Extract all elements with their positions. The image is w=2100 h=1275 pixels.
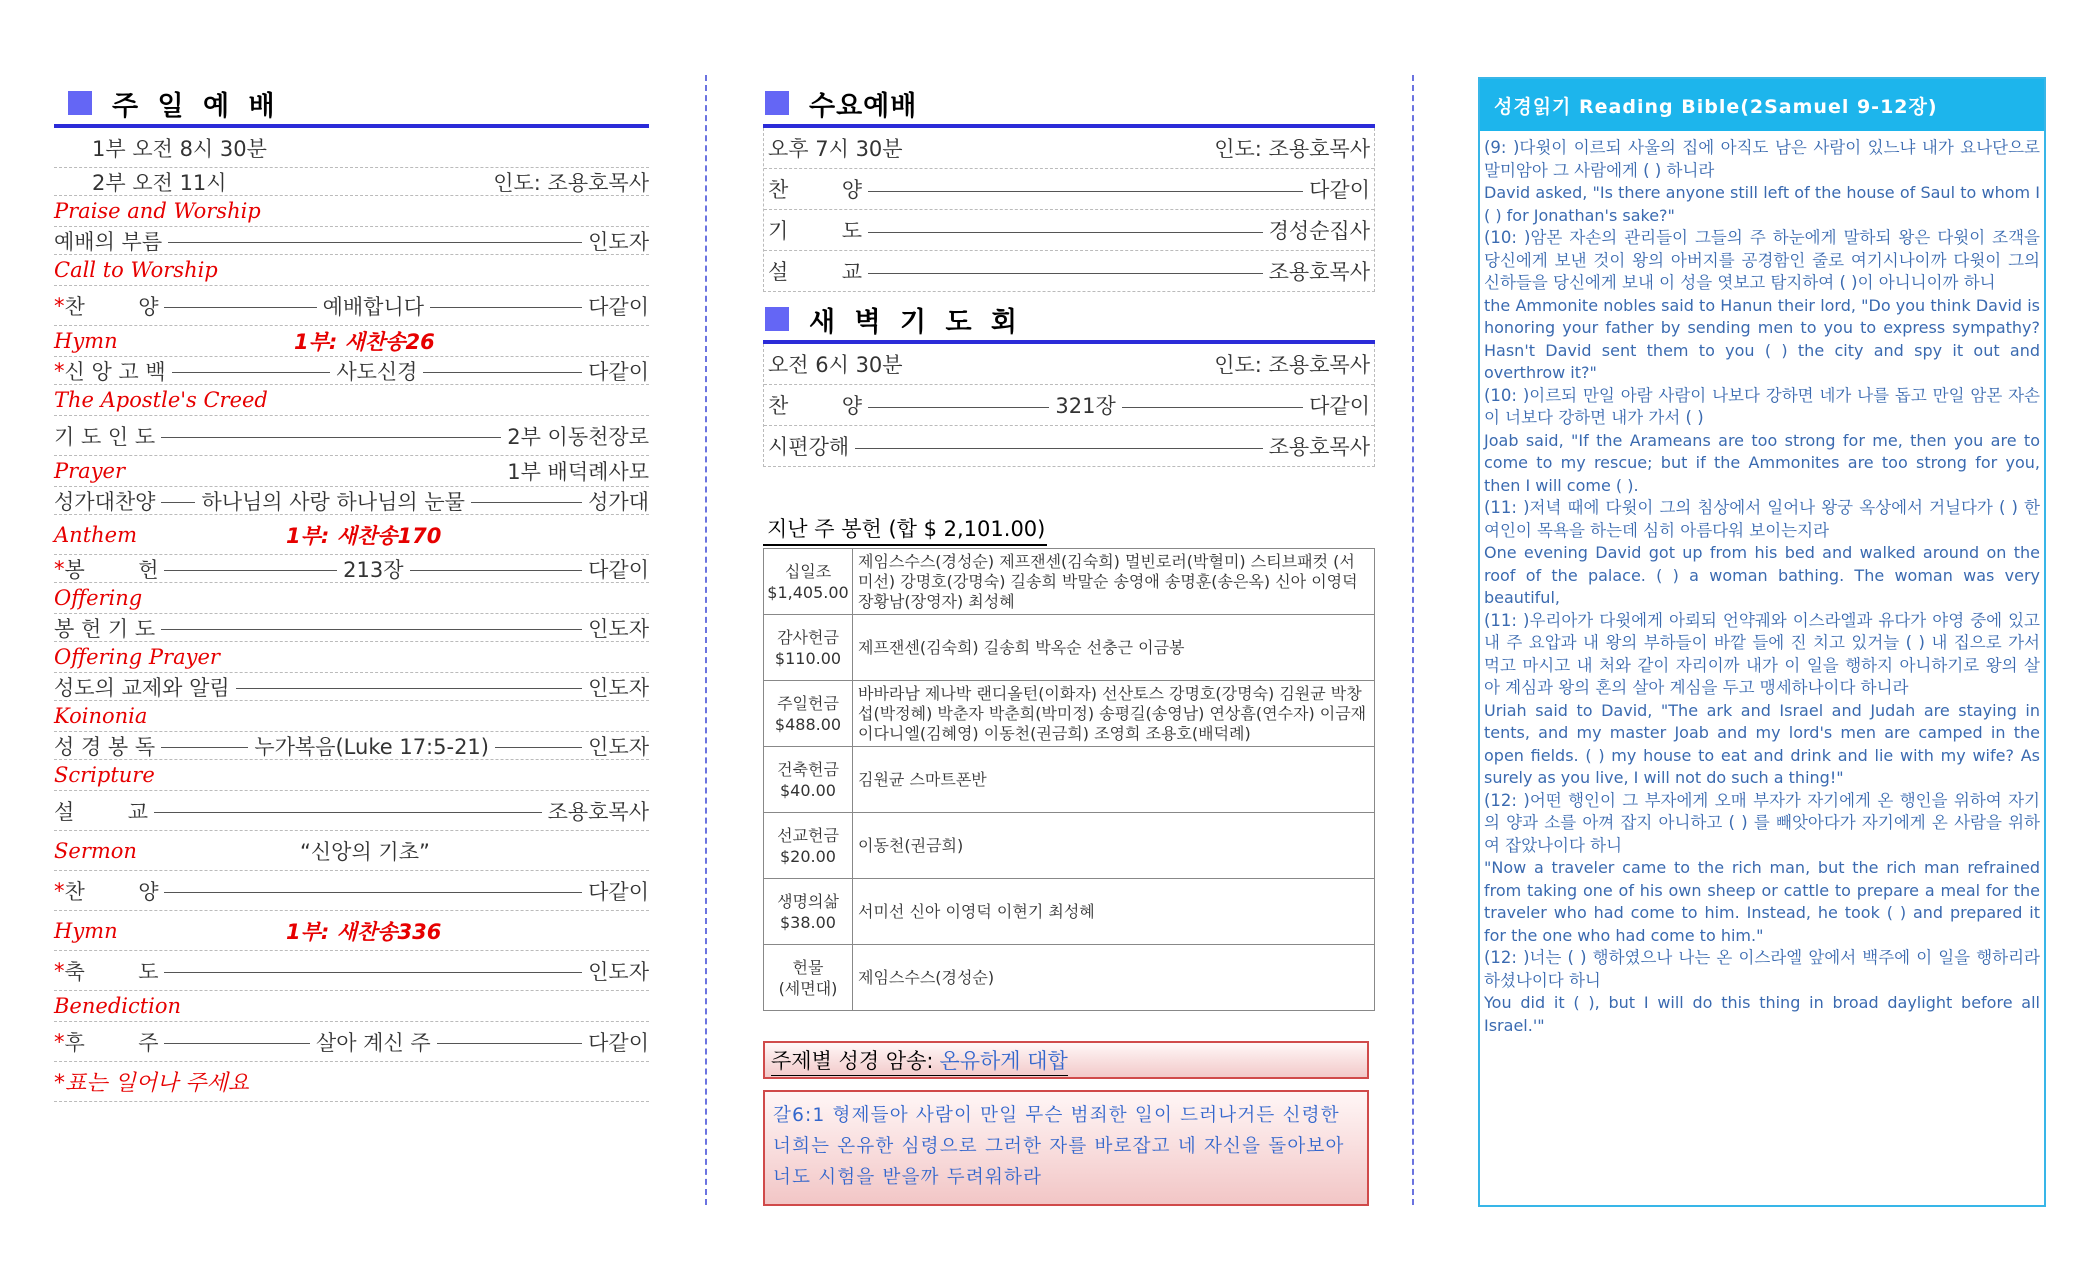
benediction-en	[54, 991, 649, 1022]
stand-mark: *	[54, 358, 65, 383]
dawn-hymn-mid: 321장	[1055, 394, 1116, 418]
bible-en: Joab said, "If the Arameans are too strong for me, then you are to come to my rescue; but if the Ammonites are too strong for you, then I will come ( ).	[1484, 430, 2040, 495]
bible-ko: (10: )암몬 자손의 관리들이 그들의 주 하눈에게 말하되 왕은 다윗이 조객을 당신에게 보낸 것이 왕의 아버지를 공경함인 줄로 여기시나이까 다윗이 그의 신하들을 당신에게 보내 이 성을 엿보고 탐지하여 ( )이 아니니이까 하니	[1484, 228, 2040, 292]
leader-line	[868, 232, 1263, 233]
bible-para	[1484, 497, 2040, 610]
hymn-label: 찬 양	[64, 294, 159, 319]
hymn2-en	[54, 911, 649, 951]
leader-line	[164, 972, 582, 973]
bible-ko: (9: )다윗이 이르되 사울의 집에 아직도 남은 사람이 있느냐 내가 요나단으로 말미암아 그 사람에게 ( ) 하니라	[1484, 138, 2040, 180]
bible-en: One evening David got up from his bed and walked around on the roof of the palace. ( ) a woman bathing. The woman was very beautiful,	[1484, 543, 2040, 607]
offering-prayer-en	[54, 642, 649, 673]
prayer-row	[54, 416, 649, 456]
standing-note: *표는 일어나 주세요	[54, 1062, 649, 1102]
leader-line	[868, 407, 1049, 408]
postlude-row	[54, 1022, 649, 1062]
wednesday-label: 설 교	[768, 260, 862, 284]
offering-names: 제프잰센(김숙희) 길송희 박옥순 선충근 이금봉	[853, 615, 1375, 681]
leader-line	[164, 570, 337, 571]
offering-category	[764, 879, 853, 945]
creed-mid: 사도신경	[336, 359, 418, 384]
dawn-psalm-person: 조용호목사	[1268, 435, 1370, 459]
creed-person: 다같이	[588, 359, 649, 384]
offering-prayer-en-text: Offering Prayer	[54, 645, 220, 669]
leader-line	[161, 747, 248, 748]
table-row	[764, 747, 1375, 813]
sermon-person: 조용호목사	[547, 799, 649, 824]
offering-label: 봉 헌	[64, 557, 159, 582]
bible-en: Uriah said to David, "The ark and Israel and Judah are staying in tents, and my master Joab and my lord's men are camped in the open fields. ( ) my house to eat and drink and lie with my wife? As surely as you live, I will not do such a thing!"	[1484, 700, 2040, 787]
bible-en: "Now a traveler came to the rich man, but the rich man refrained from taking one of his own sheep or cattle to prepare a meal for the traveler who had come to him. Instead, he took ( ) and prepared it for the one who had come to him."	[1484, 858, 2040, 945]
hymn-en-text: Hymn	[54, 329, 118, 353]
stand-mark: *	[54, 878, 65, 903]
memory-topic: 온유하게 대합	[933, 1045, 1067, 1076]
leader-line	[437, 1043, 582, 1044]
call-en	[54, 255, 649, 286]
category-amount: $20.00	[780, 846, 836, 866]
scripture-en-text: Scripture	[54, 763, 155, 787]
creed-label: 신 앙 고 백	[64, 359, 166, 384]
leader-line	[161, 502, 195, 503]
offering-names: 이동천(권금희)	[853, 813, 1375, 879]
creed-en	[54, 385, 649, 416]
category-amount: $110.00	[774, 648, 842, 668]
hymn2-row	[54, 871, 649, 911]
hymn-mid: 예배합니다	[322, 294, 425, 319]
hymn-number: 1부: 새찬송26	[294, 330, 435, 354]
memory-verse-box	[763, 1090, 1369, 1206]
bible-ko: (11: )우리아가 다윗에게 아뢰되 언약궤와 이스라엘과 유다가 야영 중에 있고 내 주 요압과 내 왕의 부하들이 바깥 들에 진 치고 있거늘 ( ) 내 집으로 가서 먹고 마시고 내 처와 같이 자리이까 내가 이 일을 행하지 아니하기로 왕의 살아 계심과 왕의 혼의 살아 계심을 두고 맹세하나이다 하니라	[1484, 610, 2040, 697]
wednesday-time-row	[764, 128, 1374, 169]
call-label: 예배의 부름	[54, 229, 163, 254]
leader-line	[236, 688, 583, 689]
stand-mark: *	[54, 556, 65, 581]
leader-line	[471, 502, 582, 503]
offering-row	[54, 555, 649, 583]
offering-prayer-person: 인도자	[588, 616, 649, 641]
leader-line	[855, 448, 1262, 449]
service-time-2	[54, 168, 649, 196]
bible-reading-text	[1480, 131, 2044, 1037]
hymn-en	[54, 326, 649, 357]
dawn-title: 새 벽 기 도 회	[809, 306, 1023, 338]
wednesday-row	[764, 169, 1374, 210]
offering-category	[764, 813, 853, 879]
category-label: 주일헌금	[777, 693, 839, 713]
leader-line	[868, 273, 1263, 274]
offering-table	[763, 548, 1375, 1011]
hymn2-number: 1부: 새찬송336	[286, 919, 442, 944]
hymn2-label: 찬 양	[64, 879, 159, 904]
bible-para	[1484, 227, 2040, 385]
postlude-label: 후 주	[64, 1030, 159, 1055]
offering-category	[764, 615, 853, 681]
koinonia-row	[54, 673, 649, 701]
bible-ko: (12: )너는 ( ) 행하였으나 나는 온 이스라엘 앞에서 백주에 이 일을 행하리라 하셨나이다 하니	[1484, 948, 2040, 990]
postlude-mid: 살아 계신 주	[315, 1030, 431, 1055]
leader-line	[161, 629, 582, 630]
leader-line	[164, 1043, 309, 1044]
leader-line	[495, 747, 582, 748]
sermon-row	[54, 791, 649, 831]
leader-line	[1122, 407, 1303, 408]
offering-en-text: Offering	[54, 586, 143, 610]
call-row	[54, 227, 649, 255]
service-time-1	[54, 128, 649, 168]
anthem-label: 성가대찬양	[54, 489, 156, 514]
offering-prayer-row	[54, 614, 649, 642]
anthem-en	[54, 515, 649, 555]
leader-line	[868, 191, 1303, 192]
time1-text: 1부 오전 8시 30분	[92, 136, 267, 161]
call-en-text: Call to Worship	[54, 258, 218, 282]
benediction-person: 인도자	[588, 959, 649, 984]
bible-para	[1484, 385, 2040, 498]
stand-mark: *	[54, 293, 65, 318]
table-row	[764, 681, 1375, 747]
offering-mid: 213장	[343, 557, 404, 582]
category-label: 건축헌금	[777, 759, 839, 779]
offering-person: 다같이	[588, 557, 649, 582]
prayer-person-1: 1부 배덕례사모	[507, 460, 649, 484]
bible-para	[1484, 610, 2040, 790]
anthem-number: 1부: 새찬송170	[286, 523, 442, 548]
wednesday-leader: 인도: 조용호목사	[1214, 137, 1370, 161]
leader-line	[430, 307, 582, 308]
bible-en: the Ammonite nobles said to Hanun their lord, "Do you think David is honoring your father by sending men to you to express sympathy? Hasn't David sent them to you ( ) the city and spy it out and overthrow it?"	[1484, 295, 2040, 382]
anthem-row	[54, 487, 649, 515]
memory-verse-header	[763, 1041, 1369, 1079]
bible-ko: (12: )어떤 행인이 그 부자에게 오매 부자가 자기에게 온 행인을 위하여 자기의 양과 소를 아껴 잡지 아니하고 ( ) 를 빼앗아다가 자기에게 온 사람을 위하여 잡았나이다 하니	[1484, 790, 2040, 855]
table-row	[764, 879, 1375, 945]
offering-category	[764, 747, 853, 813]
category-amount: $488.00	[774, 714, 842, 734]
bible-reading-header: 성경읽기 Reading Bible(2Samuel 9-12장)	[1480, 79, 2044, 131]
square-bullet-icon	[68, 91, 92, 115]
creed-row	[54, 357, 649, 385]
wednesday-person: 다같이	[1309, 178, 1370, 202]
dawn-psalm-row	[764, 426, 1374, 466]
praise-en	[54, 196, 649, 227]
wednesday-row	[764, 210, 1374, 251]
category-label: 헌물	[792, 957, 824, 977]
scripture-en	[54, 760, 649, 791]
offering-en	[54, 583, 649, 614]
leader-line	[168, 242, 582, 243]
category-amount: (세면대)	[778, 978, 838, 998]
offering-prayer-label: 봉 헌 기 도	[54, 616, 156, 641]
dawn-list	[763, 344, 1375, 467]
dawn-time-row	[764, 344, 1374, 385]
table-row	[764, 615, 1375, 681]
leader-text: 인도: 조용호목사	[493, 170, 649, 195]
wednesday-title: 수요예배	[809, 90, 918, 122]
table-row	[764, 813, 1375, 879]
offering-names: 김원균 스마트폰반	[853, 747, 1375, 813]
table-row	[764, 945, 1375, 1011]
offering-category	[764, 681, 853, 747]
category-amount: $40.00	[780, 780, 836, 800]
prayer-en	[54, 456, 649, 487]
square-bullet-icon	[765, 307, 789, 331]
offering-names: 제임스수스(경성순) 제프잰센(김숙희) 멀빈로러(박혈미) 스티브패컷 (서미선) 강명호(강명숙) 길송희 박말순 송영애 송명훈(송은옥) 신아 이영덕 장황남(장영자) 최성혜	[853, 549, 1375, 615]
call-person: 인도자	[588, 229, 649, 254]
dawn-hymn-row	[764, 385, 1374, 426]
hymn-row	[54, 286, 649, 326]
koinonia-en-text: Koinonia	[54, 704, 148, 728]
anthem-mid: 하나님의 사랑 하나님의 눈물	[201, 489, 465, 514]
offering-category	[764, 945, 853, 1011]
dawn-psalm-label: 시편강해	[768, 435, 850, 459]
category-amount: $1,405.00	[767, 582, 849, 602]
wednesday-person: 경성순집사	[1268, 219, 1370, 243]
sermon-title: “신앙의 기초”	[300, 839, 430, 864]
memory-label: 주제별 성경 암송:	[771, 1045, 933, 1076]
leader-line	[154, 812, 542, 813]
category-label: 십일조	[784, 561, 832, 581]
hymn2-en-text: Hymn	[54, 918, 118, 943]
scripture-person: 인도자	[588, 734, 650, 759]
koinonia-en	[54, 701, 649, 732]
dawn-hymn-person: 다같이	[1309, 394, 1370, 418]
wednesday-time: 오후 7시 30분	[768, 137, 903, 161]
benediction-row	[54, 951, 649, 991]
square-bullet-icon	[765, 91, 789, 115]
dawn-hymn-label: 찬 양	[768, 394, 862, 418]
offering-names: 서미선 신아 이영덕 이현기 최성혜	[853, 879, 1375, 945]
offering-category	[764, 549, 853, 615]
prayer-label: 기 도 인 도	[54, 424, 156, 449]
bible-para	[1484, 137, 2040, 227]
benediction-en-text: Benediction	[54, 994, 182, 1018]
dawn-time: 오전 6시 30분	[768, 353, 903, 377]
wednesday-row	[764, 251, 1374, 291]
bible-ko: (10: )이르되 만일 아람 사람이 나보다 강하면 네가 나를 돕고 만일 암몬 자손이 너보다 강하면 내가 가서 ( )	[1484, 385, 2040, 427]
prayer-person-2: 2부 이동천장로	[507, 424, 649, 449]
anthem-person: 성가대	[588, 489, 649, 514]
sermon-en-text: Sermon	[54, 838, 137, 863]
category-label: 감사헌금	[777, 627, 839, 647]
dawn-leader: 인도: 조용호목사	[1214, 353, 1370, 377]
hymn-person: 다같이	[588, 294, 649, 319]
leader-line	[164, 307, 316, 308]
offering-names: 바바라남 제나박 랜디올턴(이화자) 선산토스 강명호(강명숙) 김원균 박창섭(박정혜) 박춘자 박춘희(박미정) 송평길(송영남) 연상흠(연수자) 이금재 이다니엘(김혜영) 이동천(권금희) 조영희 조용호(배덕례)	[853, 681, 1375, 747]
koinonia-label: 성도의 교제와 알림	[54, 675, 230, 700]
praise-en-text: Praise and Worship	[54, 199, 261, 223]
creed-en-text: The Apostle's Creed	[54, 388, 268, 412]
time2-text: 2부 오전 11시	[92, 170, 227, 195]
hymn2-person: 다같이	[588, 879, 649, 904]
bible-para	[1484, 790, 2040, 948]
bible-reading-section	[1478, 77, 2046, 1207]
scripture-label: 성 경 봉 독	[54, 734, 156, 759]
offering-title: 지난 주 봉헌 (합 $ 2,101.00)	[763, 513, 1047, 546]
column-divider-1	[705, 75, 707, 1205]
dawn-header	[763, 298, 1375, 344]
category-label: 생명의삶	[777, 891, 839, 911]
stand-mark: *	[54, 1029, 65, 1054]
wednesday-label: 기 도	[768, 219, 862, 243]
midweek-section	[763, 82, 1375, 1011]
bible-en: You did it ( ), but I will do this thing in broad daylight before all Israel.'"	[1484, 993, 2040, 1035]
scripture-mid: 누가복음(Luke 17:5-21)	[254, 734, 489, 759]
sermon-label: 설 교	[54, 799, 148, 824]
prayer-en-text: Prayer	[54, 459, 126, 483]
offering-names: 제임스수스(경성순)	[853, 945, 1375, 1011]
table-row	[764, 549, 1375, 615]
benediction-label: 축 도	[64, 959, 159, 984]
leader-line	[410, 570, 583, 571]
wednesday-list	[763, 128, 1375, 292]
bible-para	[1484, 947, 2040, 1037]
sunday-title: 주 일 예 배	[112, 90, 280, 122]
postlude-person: 다같이	[588, 1030, 649, 1055]
sunday-worship-section	[54, 82, 649, 1102]
sermon-en	[54, 831, 649, 871]
wednesday-header	[763, 82, 1375, 128]
scripture-row	[54, 732, 649, 760]
bible-en: David asked, "Is there anyone still left of the house of Saul to whom I ( ) for Jonathan's sake?"	[1484, 183, 2040, 225]
category-amount: $38.00	[780, 912, 836, 932]
memory-verse: 갈6:1 형제들아 사람이 만일 무슨 범죄한 일이 드러나거든 신령한 너희는 온유한 심령으로 그러한 자를 바로잡고 네 자신을 돌아보아 너도 시험을 받을까 두려워하라	[773, 1105, 1345, 1188]
koinonia-person: 인도자	[588, 675, 649, 700]
leader-line	[161, 437, 501, 438]
leader-line	[423, 372, 582, 373]
stand-mark: *	[54, 958, 65, 983]
column-divider-2	[1412, 75, 1414, 1205]
wednesday-label: 찬 양	[768, 178, 862, 202]
sunday-header	[54, 82, 649, 128]
leader-line	[164, 892, 582, 893]
leader-line	[172, 372, 331, 373]
offering-title-wrap	[763, 513, 1375, 546]
anthem-en-text: Anthem	[54, 522, 137, 547]
bible-ko: (11: )저녁 때에 다윗이 그의 침상에서 일어나 왕궁 옥상에서 거닐다가 ( ) 한 여인이 목욕을 하는데 심히 아름다워 보이는지라	[1484, 498, 2040, 540]
wednesday-person: 조용호목사	[1268, 260, 1370, 284]
category-label: 선교헌금	[777, 825, 839, 845]
